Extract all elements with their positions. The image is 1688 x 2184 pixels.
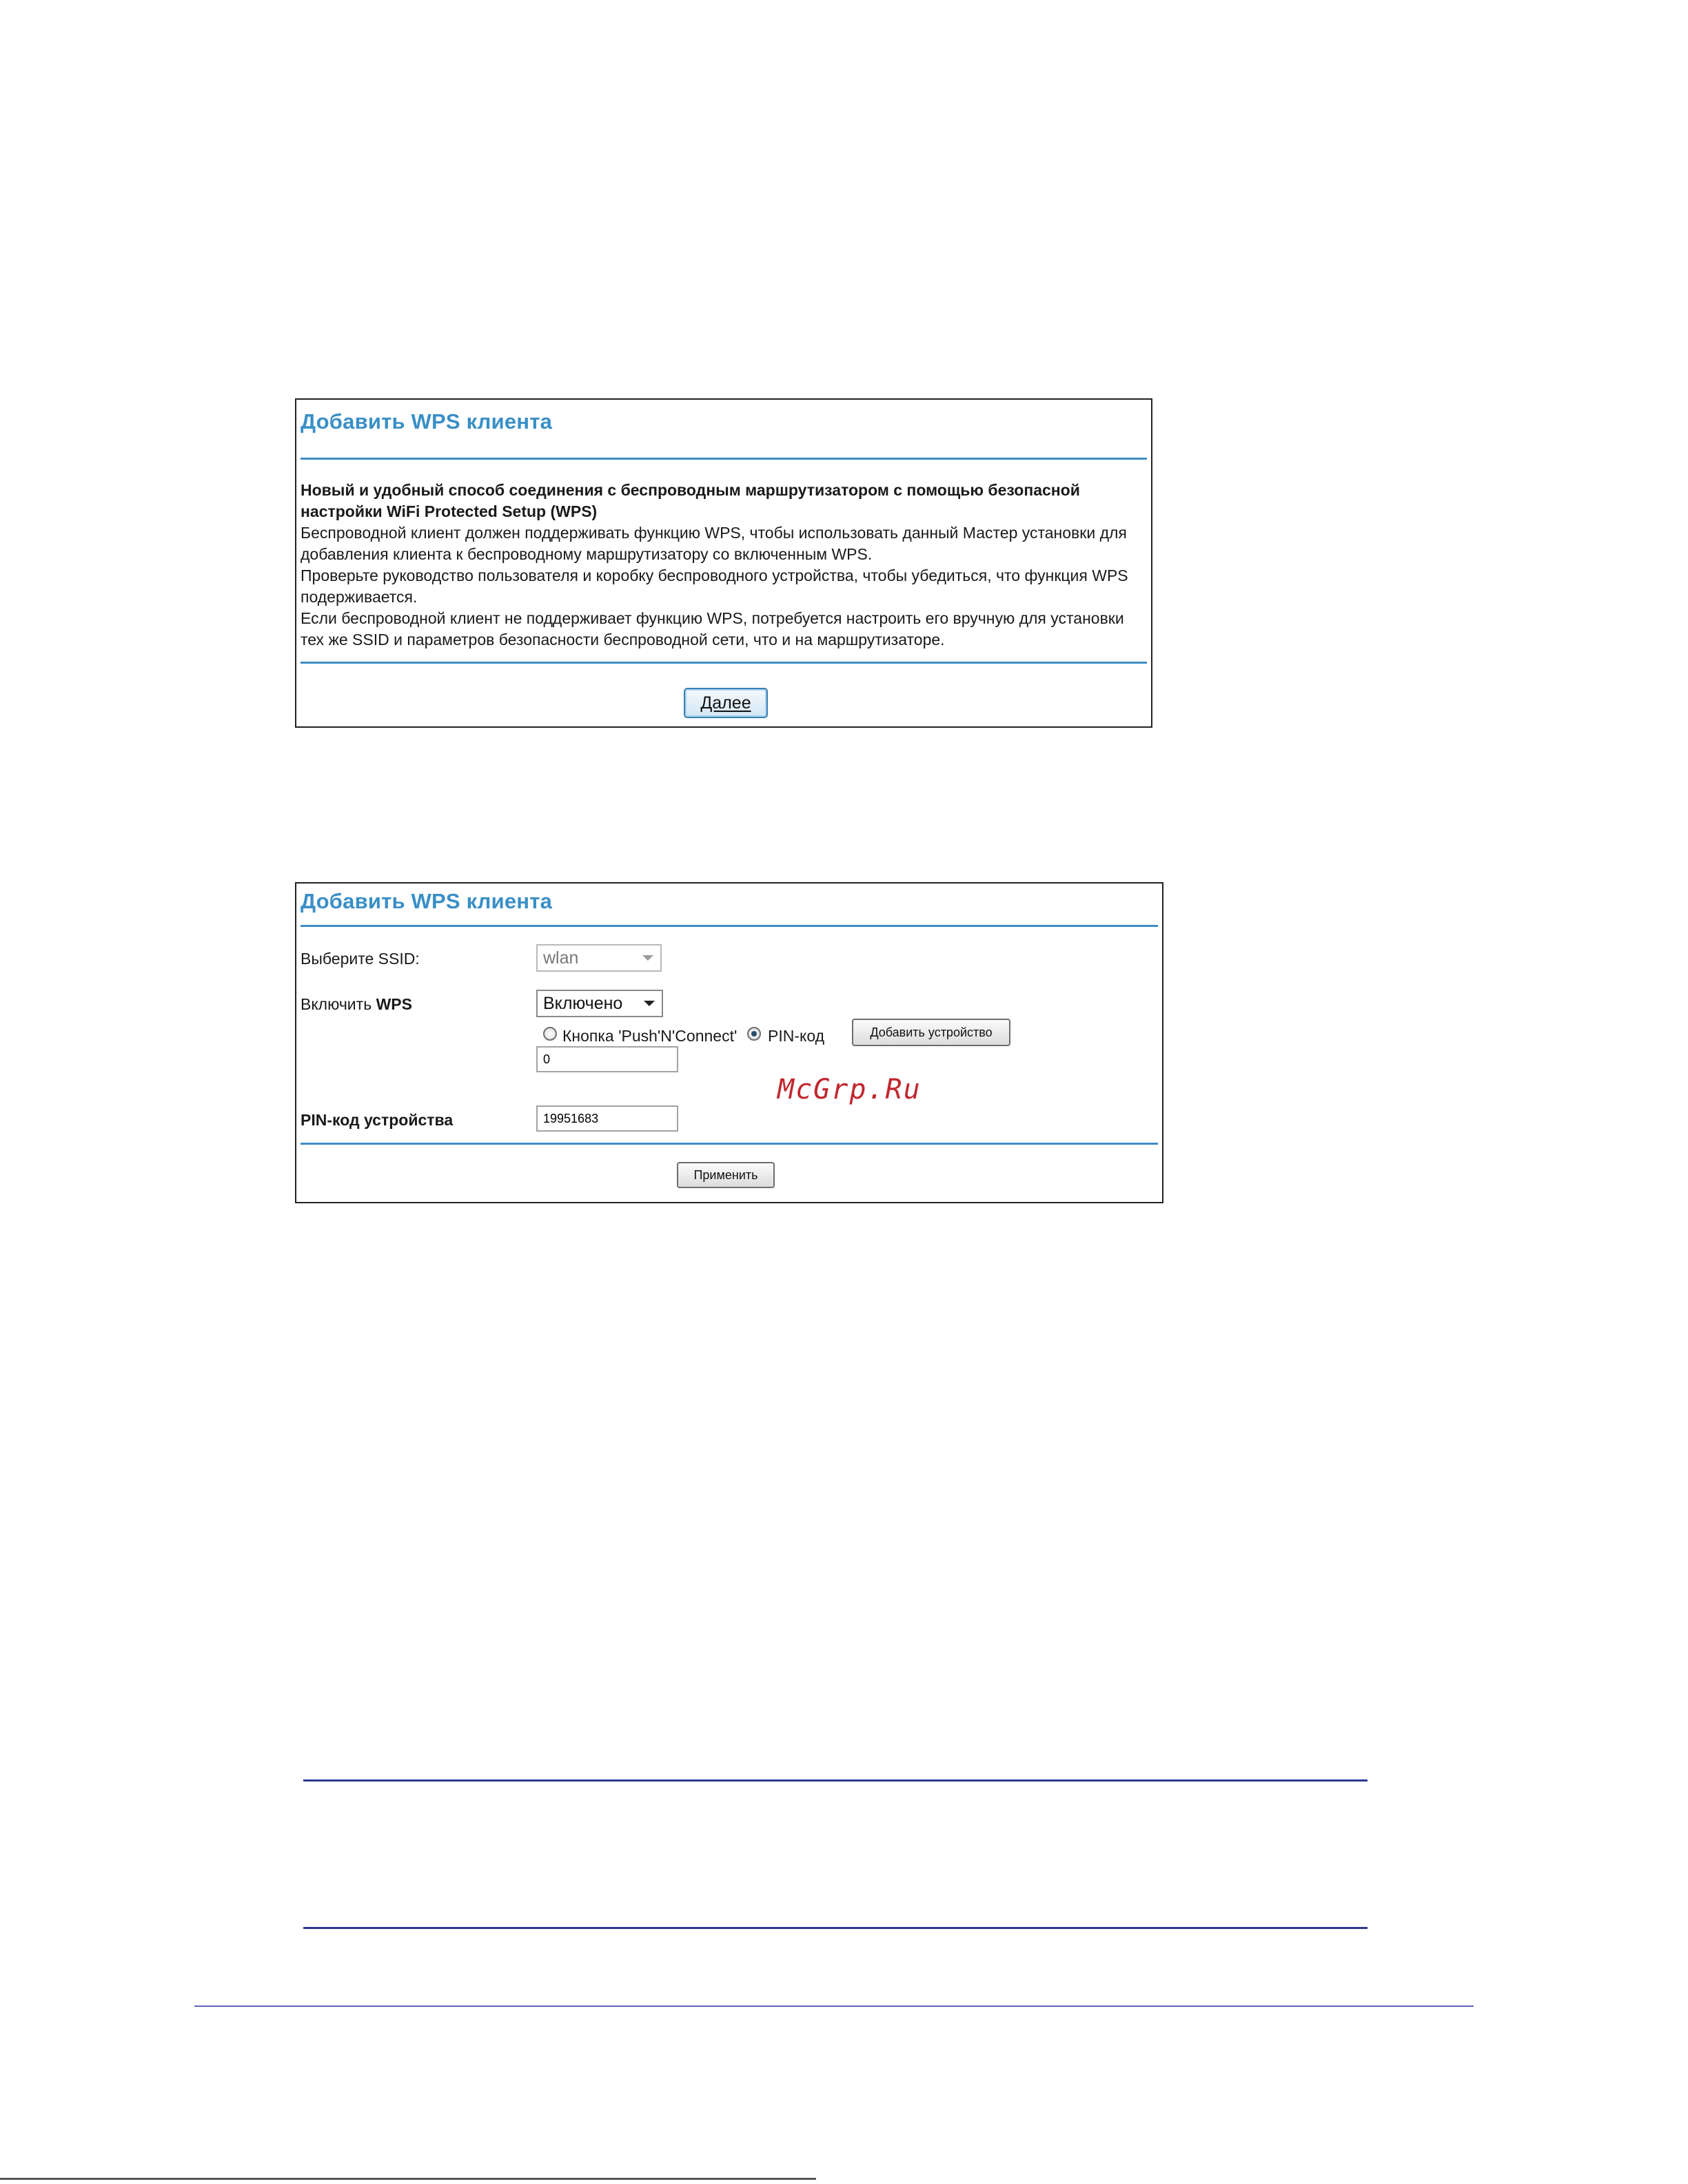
pin-code-input[interactable] — [536, 1046, 678, 1072]
next-button-label: Далее — [700, 693, 751, 713]
pin-code-radio[interactable] — [747, 1027, 761, 1041]
next-button[interactable] — [684, 688, 768, 718]
device-pin-input[interactable] — [536, 1105, 678, 1132]
wizard-paragraph-3: Если беспроводной клиент не поддерживает функцию WPS, потребуется настроить его вручную для установки тех же SSID и параметров безопасности беспроводной сети, что и на маршрутизаторе. — [301, 609, 1124, 649]
note-top-rule — [303, 1779, 1367, 1782]
wizard-description — [301, 480, 1143, 651]
title-divider — [301, 458, 1147, 460]
device-pin-label: PIN-код устройства — [301, 1111, 454, 1129]
wizard-paragraph-2: Проверьте руководство пользователя и коробку беспроводного устройства, чтобы убедиться, что функция WPS подерживается. — [301, 567, 1128, 606]
pin-code-radio-label: PIN-код — [768, 1027, 825, 1045]
wizard-paragraph-1: Беспроводной клиент должен поддерживать функцию WPS, чтобы использовать данный Мастер установки для добавления клиента к беспроводному маршрутизатору со включенным WPS. — [301, 524, 1127, 563]
push-button-radio-label: Кнопка 'Push'N'Connect' — [562, 1027, 738, 1045]
push-button-radio[interactable] — [543, 1027, 557, 1041]
wps-enable-value: Включено — [543, 993, 623, 1013]
note-bottom-rule — [303, 1927, 1367, 1929]
footer-rule — [194, 2006, 1474, 2007]
apply-button[interactable]: Применить — [677, 1162, 775, 1188]
title-divider — [301, 925, 1158, 927]
page-bottom-rule — [0, 2178, 816, 2180]
intro-bold-text: Новый и удобный способ соединения с беспроводным маршрутизатором с помощью безопасной настройки WiFi Protected Setup (WPS) — [301, 481, 1080, 520]
wps-label — [301, 995, 412, 1014]
ssid-select-value: wlan — [543, 948, 579, 968]
wps-enable-select[interactable] — [536, 990, 663, 1017]
add-device-button[interactable]: Добавить устройство — [852, 1019, 1010, 1046]
footer-divider — [301, 1143, 1158, 1145]
footer-divider — [301, 662, 1147, 664]
ssid-label: Выберите SSID: — [301, 950, 420, 968]
wps-settings-panel — [295, 882, 1163, 1203]
chevron-down-icon — [644, 1001, 655, 1006]
panel-title: Добавить WPS клиента — [301, 889, 553, 913]
ssid-select[interactable] — [536, 944, 662, 972]
watermark-text: McGrp.Ru — [777, 1074, 922, 1105]
panel-title: Добавить WPS клиента — [301, 409, 553, 433]
wps-label-bold: WPS — [376, 995, 412, 1013]
wps-label-prefix: Включить — [301, 995, 376, 1013]
wps-wizard-panel — [295, 398, 1152, 728]
chevron-down-icon — [642, 955, 653, 961]
